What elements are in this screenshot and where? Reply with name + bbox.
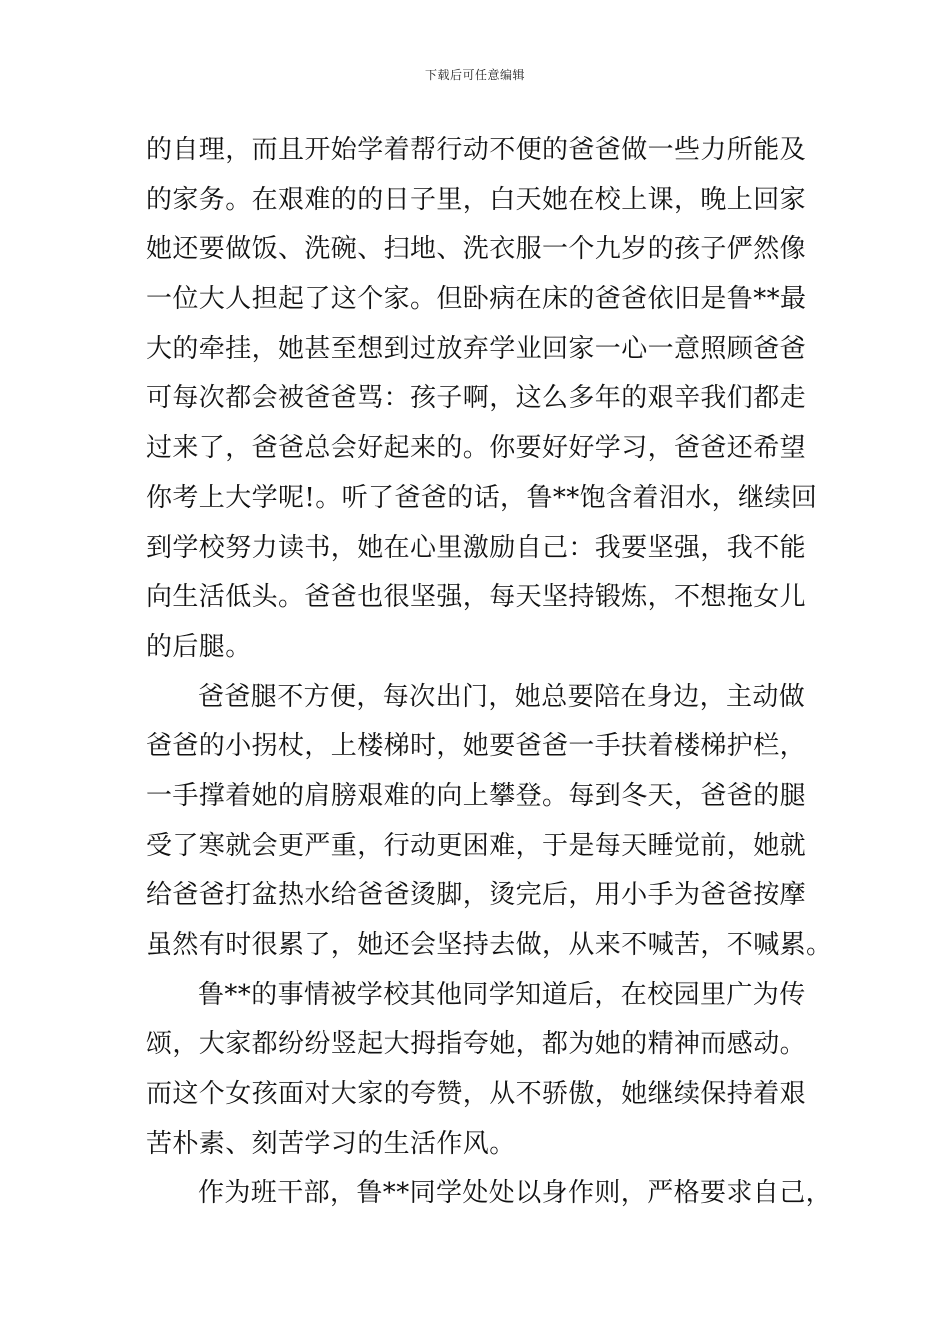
text-line: 颂，大家都纷纷竖起大拇指夸她，都为她的精神而感动。: [146, 1029, 807, 1060]
text-line: 的后腿。: [146, 631, 252, 662]
document-body: [146, 126, 833, 1219]
text-line: 向生活低头。爸爸也很坚强，每天坚持锻炼，不想拖女儿: [146, 582, 807, 613]
text-line: 到学校努力读书，她在心里激励自己：我要坚强，我不能: [146, 532, 807, 563]
text-line: 虽然有时很累了，她还会坚持去做，从来不喊苦，不喊累。: [146, 930, 833, 960]
text-line: 给爸爸打盆热水给爸爸烫脚，烫完后，用小手为爸爸按摩: [146, 880, 807, 911]
paragraph-first-line: 鲁**的事情被学校其他同学知道后，在校园里广为传: [198, 979, 806, 1010]
text-line: 一位大人担起了这个家。但卧病在床的爸爸依旧是鲁**最: [146, 284, 807, 315]
text-line: 的家务。在艰难的的日子里，白天她在校上课，晚上回家: [146, 184, 807, 215]
text-line: 可每次都会被爸爸骂：孩子啊，这么多年的艰辛我们都走: [146, 383, 807, 414]
text-line: 苦朴素、刻苦学习的生活作风。: [146, 1128, 516, 1159]
text-line: 爸爸的小拐杖，上楼梯时，她要爸爸一手扶着楼梯护栏，: [146, 731, 807, 762]
text-line: 她还要做饭、洗碗、扫地、洗衣服一个九岁的孩子俨然像: [146, 234, 807, 265]
paragraph-first-line: 爸爸腿不方便，每次出门，她总要陪在身边，主动做: [198, 681, 806, 712]
paragraph-first-line: 作为班干部，鲁**同学处处以身作则，严格要求自己，: [198, 1178, 833, 1209]
text-line: 过来了，爸爸总会好起来的。你要好好学习，爸爸还希望: [146, 433, 807, 464]
text-line: 一手撑着她的肩膀艰难的向上攀登。每到冬天，爸爸的腿: [146, 780, 807, 811]
text-line: 而这个女孩面对大家的夸赞，从不骄傲，她继续保持着艰: [146, 1079, 807, 1110]
text-line: 你考上大学呢!。听了爸爸的话，鲁**饱含着泪水，继续回: [146, 482, 818, 513]
text-line: 大的牵挂，她甚至想到过放弃学业回家一心一意照顾爸爸: [146, 333, 807, 364]
text-line: 的自理，而且开始学着帮行动不便的爸爸做一些力所能及: [146, 135, 807, 165]
page-header-note: 下载后可任意编辑: [424, 68, 525, 82]
text-line: 受了寒就会更严重，行动更困难，于是每天睡觉前，她就: [146, 830, 807, 861]
